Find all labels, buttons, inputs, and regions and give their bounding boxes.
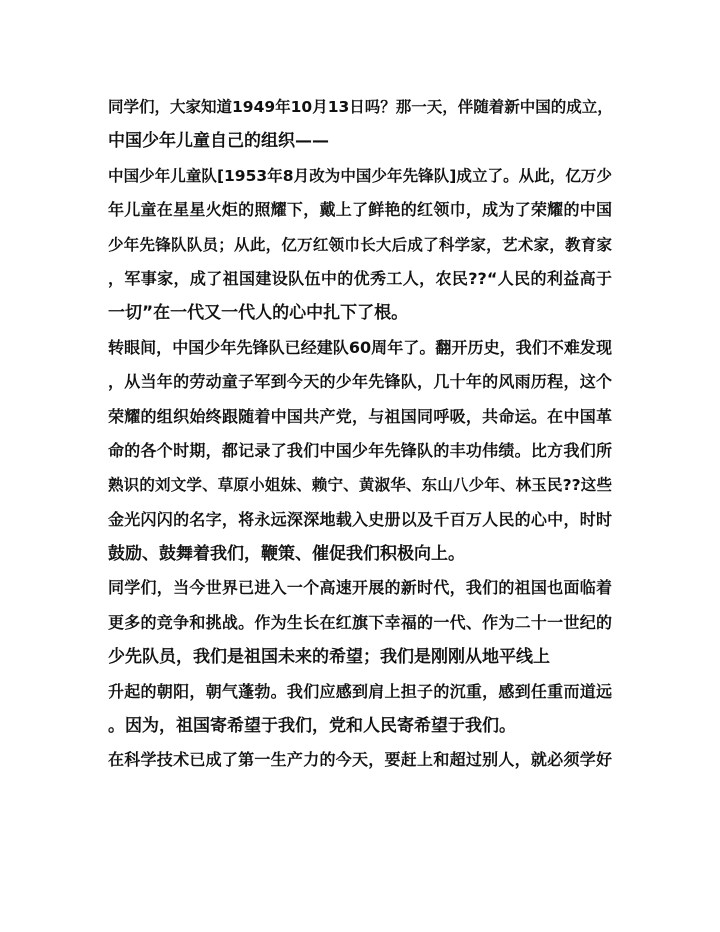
text-line: ，从当年的劳动童子军到今天的少年先锋队，几十年的风雨历程，这个	[108, 372, 612, 392]
document-body	[108, 90, 612, 778]
text-line: 少先队员，我们是祖国未来的希望；我们是刚刚从地平线上	[108, 647, 550, 668]
text-line: 命的各个时期，都记录了我们中国少年先锋队的丰功伟绩。比方我们所	[108, 440, 612, 460]
text-line: 一切”在一代又一代人的心中扎下了根。	[108, 303, 409, 324]
text-line: 年儿童在星星火炬的照耀下，戴上了鲜艳的红领巾，成为了荣耀的中国	[108, 200, 612, 220]
text-line: 。因为，祖国寄希望于我们，党和人民寄希望于我们。	[108, 716, 516, 737]
text-line: 荣耀的组织始终跟随着中国共产党，与祖国同呼吸，共命运。在中国革	[108, 406, 612, 426]
text-line: 熟识的刘文学、草原小姐妹、赖宁、黄淑华、东山八少年、林玉民??这些	[108, 476, 612, 495]
text-line: 在科学技术已成了第一生产力的今天，要赶上和超过别人，就必须学好	[108, 750, 612, 770]
text-line: 少年先锋队队员；从此，亿万红领巾长大后成了科学家，艺术家，教育家	[108, 235, 612, 254]
text-line: 更多的竞争和挑战。作为生长在红旗下幸福的一代、作为二十一世纪的	[108, 612, 612, 632]
text-line: 转眼间，中国少年先锋队已经建队60周年了。翻开历史，我们不难发现	[108, 337, 612, 357]
text-line: 升起的朝阳，朝气蓬勃。我们应感到肩上担子的沉重，感到任重而道远	[108, 681, 612, 701]
text-line: ，军事家，成了祖国建设队伍中的优秀工人，农民??“人民的利益高于	[108, 268, 612, 288]
text-line: 同学们，当今世界已进入一个高速开展的新时代，我们的祖国也面临着	[108, 578, 612, 598]
text-line: 金光闪闪的名字，将永远深深地载入史册以及千百万人民的心中，时时	[108, 509, 612, 529]
text-line: 中国少年儿童自己的组织——	[108, 131, 329, 152]
text-line: 中国少年儿童队[1953年8月改为中国少年先锋队]成立了。从此，亿万少	[108, 166, 612, 185]
text-line: 鼓励、鼓舞着我们，鞭策、催促我们积极向上。	[108, 544, 465, 565]
text-line: 同学们，大家知道1949年10月13日吗？那一天，伴随着新中国的成立，	[108, 98, 613, 116]
